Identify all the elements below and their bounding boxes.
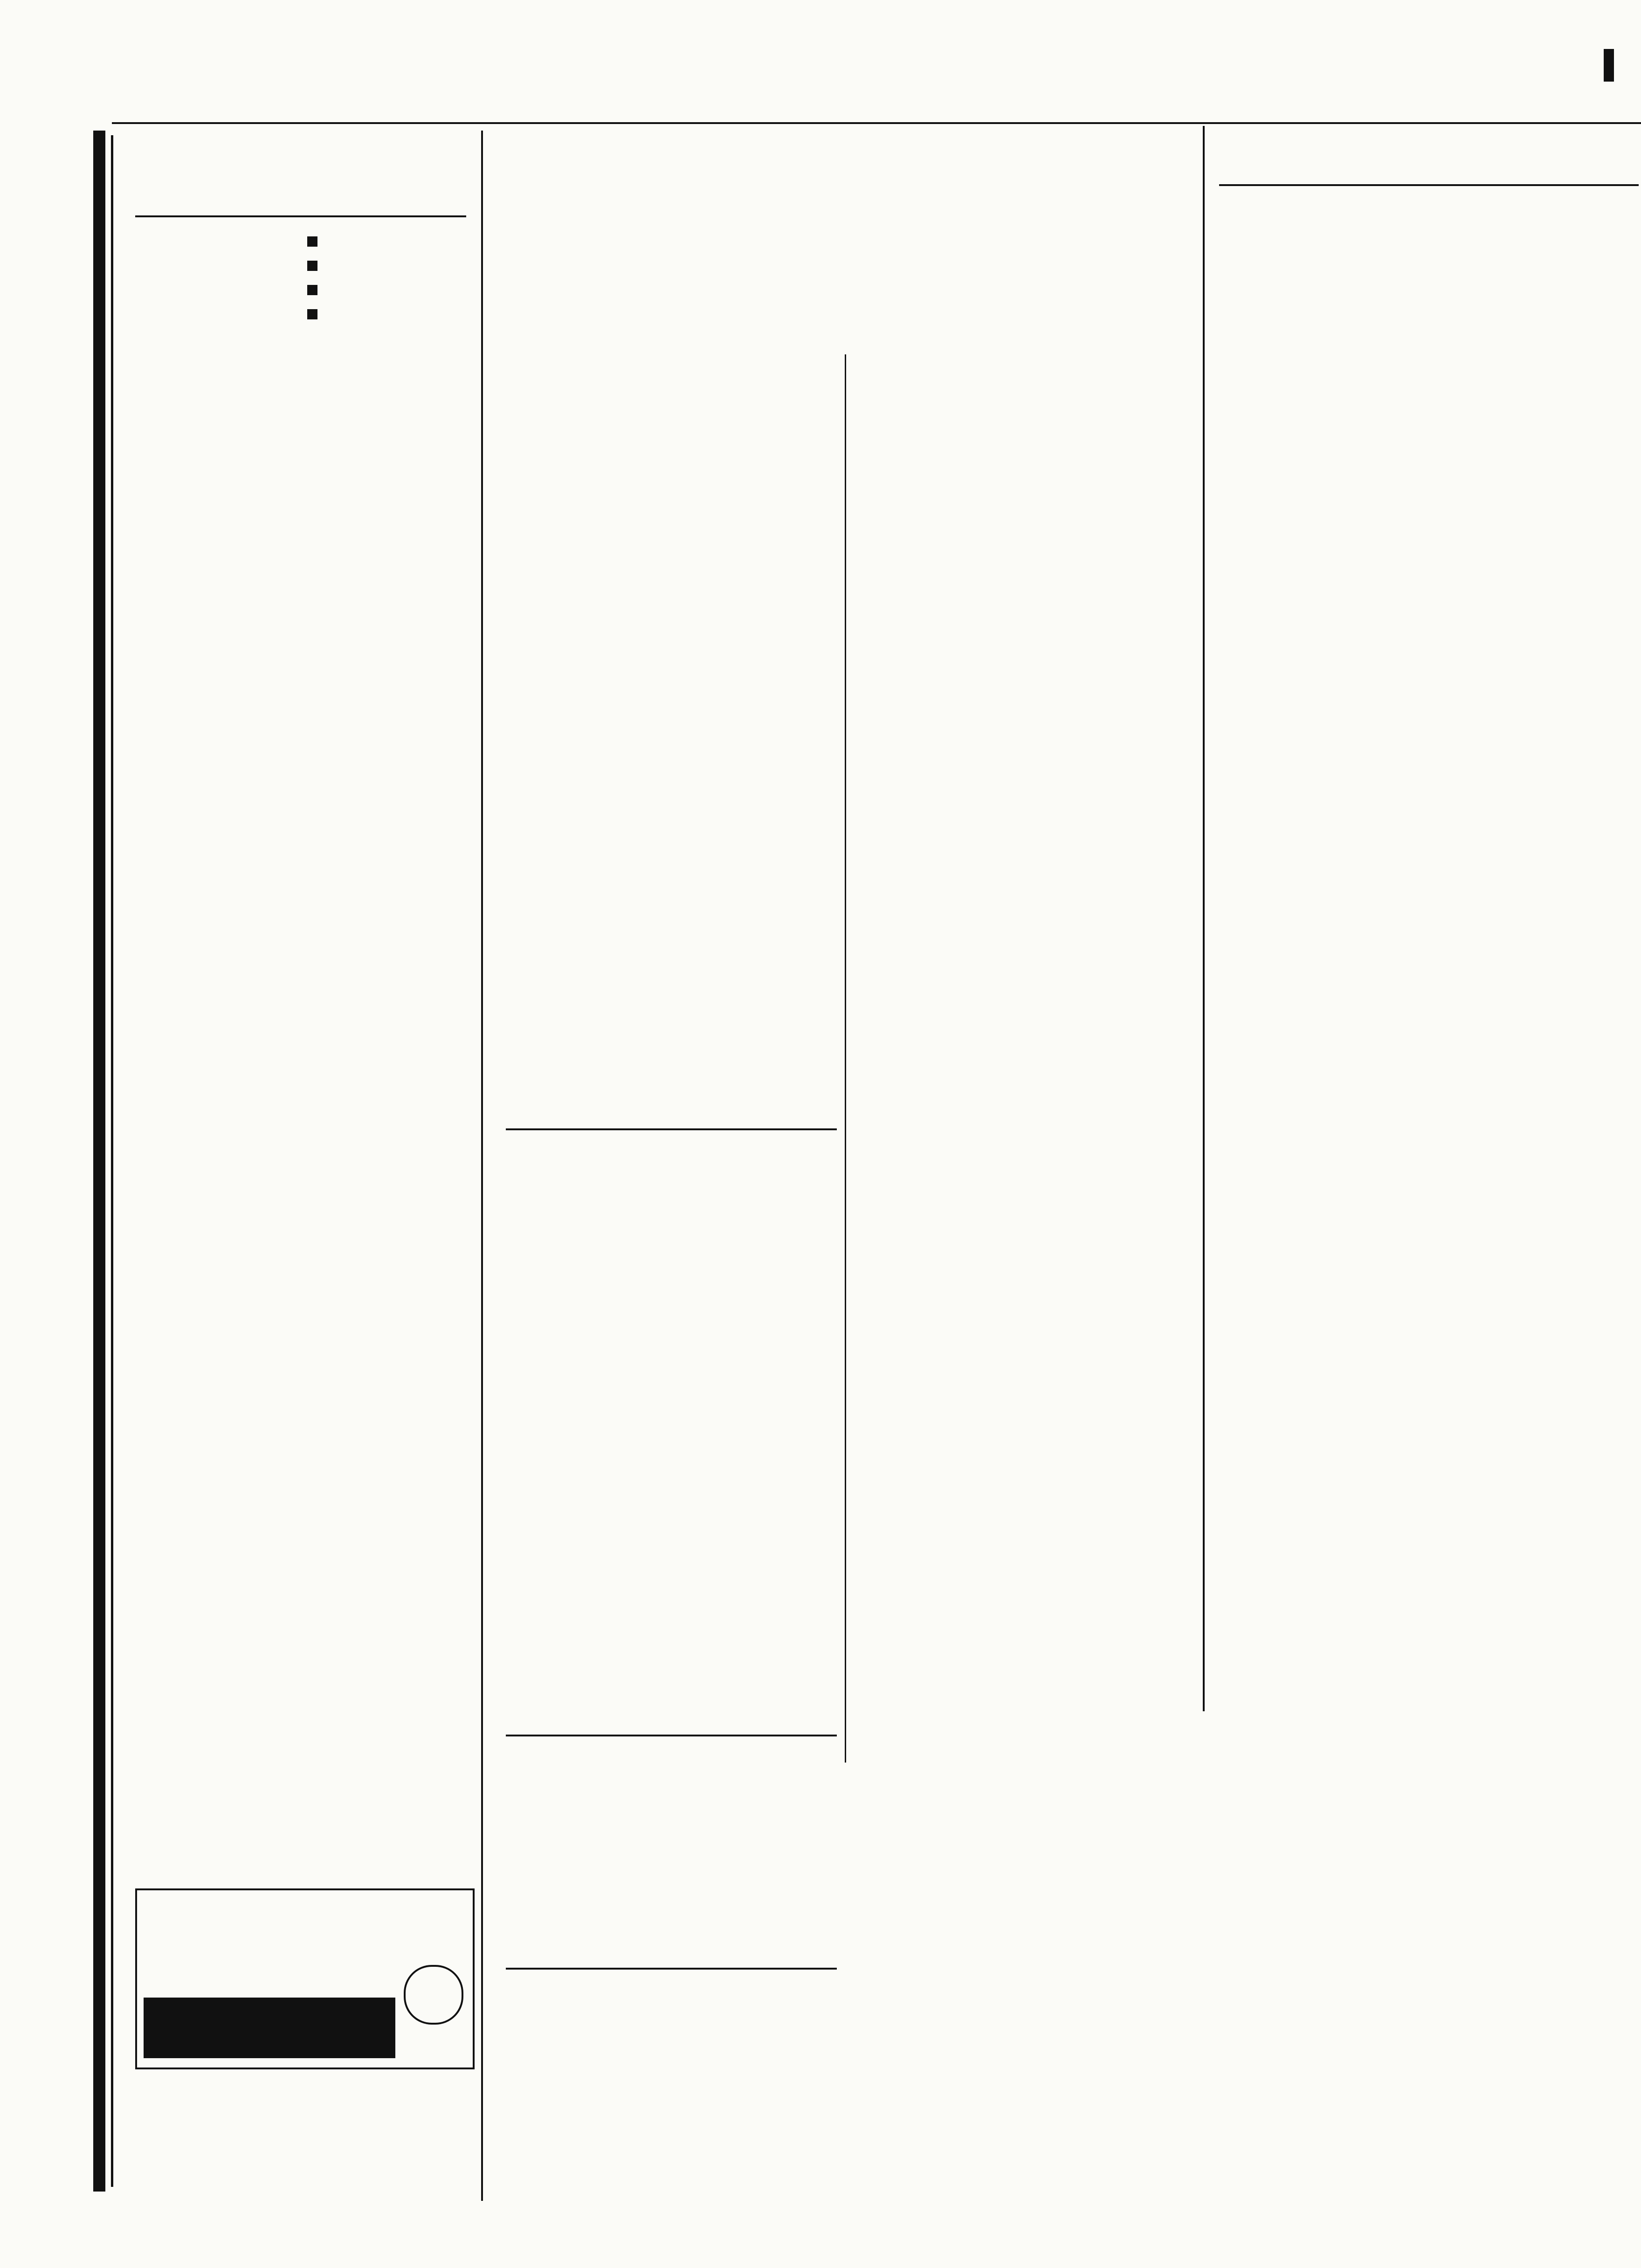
premio-column xyxy=(506,1788,837,1798)
left-border-thick xyxy=(93,131,105,2192)
section-bullet xyxy=(307,309,317,319)
section-bullet xyxy=(307,261,317,271)
temperaturas-top-rule xyxy=(506,1968,837,1970)
washington-col-2 xyxy=(860,354,1186,365)
column-rule-2 xyxy=(1203,126,1205,1711)
kolynos-ad xyxy=(135,1888,475,2069)
premio-top-rule xyxy=(506,1735,837,1736)
ecos-title-rule xyxy=(135,215,466,217)
roteiro-banner-rule xyxy=(1219,184,1639,186)
ecos-column xyxy=(154,226,471,333)
left-border-thin xyxy=(111,135,113,2187)
top-rule xyxy=(112,122,1641,124)
washington-col-1 xyxy=(506,387,827,397)
mau-tempo-top-rule xyxy=(506,1128,837,1130)
washington-inner-rule xyxy=(845,354,846,1763)
paper-name-cut-letter xyxy=(1604,49,1614,82)
section-bullet xyxy=(307,285,317,295)
temperaturas-column xyxy=(515,2005,827,2015)
kolynos-brand-band xyxy=(144,1998,395,2058)
section-bullet xyxy=(307,236,317,247)
mau-tempo-column xyxy=(506,1208,837,1218)
kolynos-price-badge xyxy=(404,1965,463,2025)
column-rule-1 xyxy=(481,131,483,2201)
